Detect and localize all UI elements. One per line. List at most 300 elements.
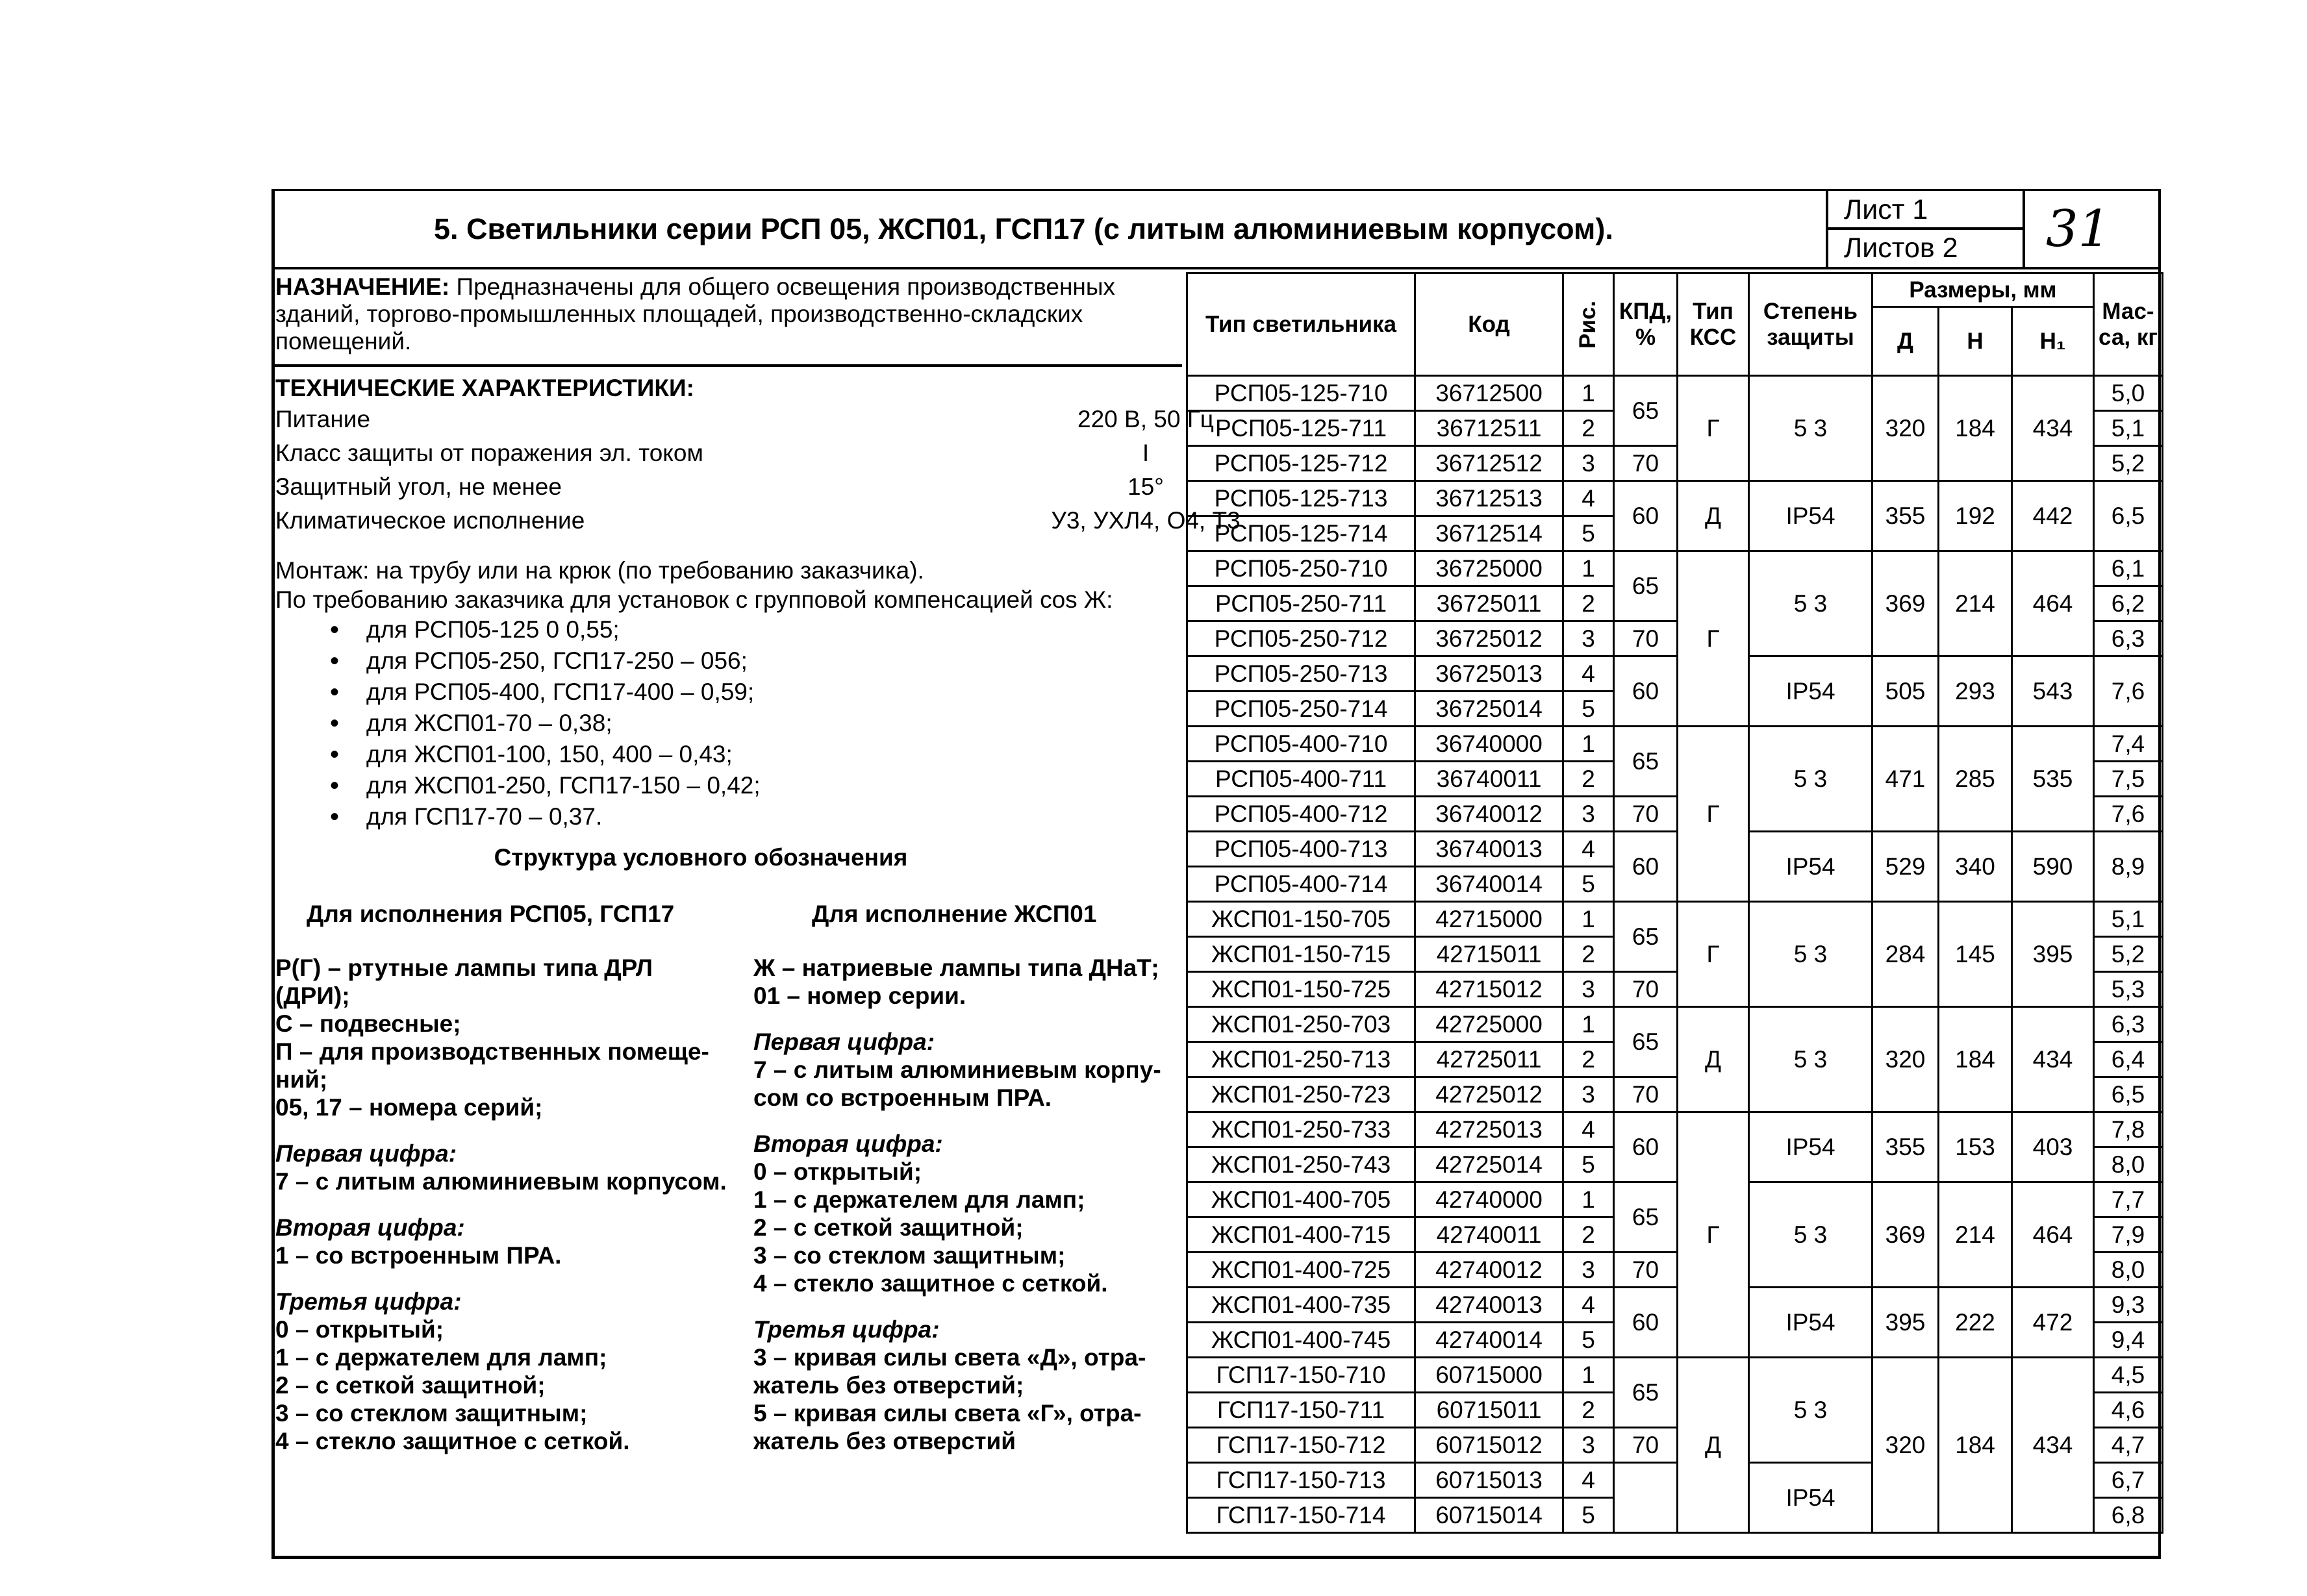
cell-code: 36740012	[1415, 797, 1563, 832]
cell-kpd: 70	[1614, 797, 1678, 832]
cell-mass: 7,8	[2094, 1112, 2163, 1147]
legend-line: Р(Г) – ртутные лампы типа ДРЛ	[275, 954, 653, 981]
cell-kpd: 70	[1614, 972, 1678, 1007]
cell-kss: Д	[1678, 1007, 1749, 1112]
spacer	[275, 1195, 769, 1214]
cell-fig: 4	[1563, 1112, 1614, 1147]
cell-code: 42725000	[1415, 1007, 1563, 1042]
cell-protection: 5 3	[1749, 551, 1872, 656]
cell-code: 36725000	[1415, 551, 1563, 586]
cell-protection: 5 3	[1749, 376, 1872, 481]
cell-protection: IP54	[1749, 1288, 1872, 1358]
cell-d: 395	[1872, 1288, 1939, 1358]
cell-h: 184	[1939, 376, 2012, 481]
cell-fig: 3	[1563, 1253, 1614, 1288]
cell-mass: 8,0	[2094, 1147, 2163, 1182]
cell-fig: 2	[1563, 1217, 1614, 1253]
cell-type: ЖСП01-400-745	[1187, 1323, 1415, 1358]
cell-kpd: 65	[1614, 1358, 1678, 1428]
legend-line: 01 – номер серии.	[753, 982, 966, 1009]
cell-kss: Г	[1678, 1112, 1749, 1358]
cell-type: РСП05-250-712	[1187, 621, 1415, 656]
cell-h1: 434	[2012, 1007, 2094, 1112]
cell-code: 60715014	[1415, 1498, 1563, 1533]
cell-kpd: 70	[1614, 1253, 1678, 1288]
cell-mass: 4,5	[2094, 1358, 2163, 1393]
cell-h1: 442	[2012, 481, 2094, 551]
cell-d: 369	[1872, 1182, 1939, 1288]
purpose-text: Предназначены для общего освещения производственных зданий, торгово-промышленных площадей, производственно-складских помещений.	[275, 273, 1115, 355]
legend-line: П – для производственных помеще-	[275, 1038, 709, 1065]
cell-fig: 2	[1563, 1042, 1614, 1077]
legend-line: 3 – со стеклом защитным;	[753, 1242, 1066, 1269]
cell-mass: 6,1	[2094, 551, 2163, 586]
list-item: • для ЖСП01-70 – 0,38;	[275, 708, 1178, 739]
cell-kpd: 60	[1614, 656, 1678, 727]
cell-mass: 9,4	[2094, 1323, 2163, 1358]
tech-row	[275, 504, 1241, 538]
cell-fig: 5	[1563, 867, 1614, 902]
cell-mass: 5,0	[2094, 376, 2163, 411]
list-item: • для ЖСП01-100, 150, 400 – 0,43;	[275, 739, 1178, 770]
cell-kpd: 65	[1614, 551, 1678, 621]
cell-d: 320	[1872, 1007, 1939, 1112]
cell-mass: 5,1	[2094, 902, 2163, 937]
cell-kpd: 70	[1614, 621, 1678, 656]
cell-mass: 8,9	[2094, 832, 2163, 902]
tech-specs	[275, 403, 1241, 538]
cell-kss: Г	[1678, 727, 1749, 902]
cell-code: 36712500	[1415, 376, 1563, 411]
cell-type: РСП05-125-712	[1187, 446, 1415, 481]
cell-kpd	[1614, 1463, 1678, 1533]
cell-fig: 2	[1563, 937, 1614, 972]
legend-line: 4 – стекло защитное с сеткой.	[753, 1270, 1108, 1297]
cell-code: 60715012	[1415, 1428, 1563, 1463]
mounting-text: Монтаж: на трубу или на крюк (по требованию заказчика).	[275, 557, 924, 584]
cell-type: РСП05-400-714	[1187, 867, 1415, 902]
cell-mass: 7,6	[2094, 656, 2163, 727]
list-item: • для ЖСП01-250, ГСП17-150 – 0,42;	[275, 770, 1178, 801]
cell-type: ЖСП01-150-725	[1187, 972, 1415, 1007]
tech-row	[275, 403, 1214, 436]
legend-line: С – подвесные;	[275, 1010, 461, 1037]
cell-type: РСП05-400-713	[1187, 832, 1415, 867]
list-item: • для РСП05-250, ГСП17-250 – 056;	[275, 645, 1178, 677]
legend-line: 4 – стекло защитное с сеткой.	[275, 1428, 630, 1454]
cell-kpd: 70	[1614, 1428, 1678, 1463]
sheets-total-label: Листов 2	[1844, 232, 1958, 264]
table-row	[1187, 551, 2163, 586]
cell-mass: 6,5	[2094, 1077, 2163, 1112]
cell-fig: 5	[1563, 1147, 1614, 1182]
cell-code: 42725014	[1415, 1147, 1563, 1182]
description-panel	[275, 272, 1241, 1523]
cell-kpd: 65	[1614, 1007, 1678, 1077]
table-row	[1187, 376, 2163, 411]
legend-line: Ж – натриевые лампы типа ДНаТ;	[753, 954, 1159, 981]
spacer	[753, 1010, 1182, 1028]
cell-kpd: 65	[1614, 376, 1678, 446]
cell-h1: 472	[2012, 1288, 2094, 1358]
cell-code: 60715013	[1415, 1463, 1563, 1498]
col-b-legend	[753, 954, 1182, 1455]
cell-mass: 6,3	[2094, 1007, 2163, 1042]
cell-type: ЖСП01-400-725	[1187, 1253, 1415, 1288]
cell-protection: 5 3	[1749, 1007, 1872, 1112]
sheet-label: Лист 1	[1828, 191, 2023, 230]
divider	[273, 364, 1182, 367]
legend-subheading: Первая цифра:	[275, 1140, 457, 1167]
cell-fig: 1	[1563, 376, 1614, 411]
tech-label: Защитный угол, не менее	[275, 473, 562, 500]
legend-subheading: Третья цифра:	[275, 1288, 462, 1315]
cell-type: ЖСП01-250-743	[1187, 1147, 1415, 1182]
cell-mass: 4,6	[2094, 1393, 2163, 1428]
legend-line: 1 – с держателем для ламп;	[275, 1344, 607, 1371]
legend-subheading: Вторая цифра:	[753, 1130, 943, 1157]
legend-line: (ДРИ);	[275, 982, 350, 1009]
cell-fig: 1	[1563, 727, 1614, 762]
table-row	[1187, 1358, 2163, 1393]
cell-d: 471	[1872, 727, 1939, 832]
cell-fig: 3	[1563, 972, 1614, 1007]
structure-title: Структура условного обозначения	[494, 844, 908, 871]
cell-h1: 434	[2012, 1358, 2094, 1533]
tech-label: Климатическое исполнение	[275, 507, 585, 534]
cell-code: 36725012	[1415, 621, 1563, 656]
cell-h1: 543	[2012, 656, 2094, 727]
cell-fig: 5	[1563, 692, 1614, 727]
cell-code: 36712512	[1415, 446, 1563, 481]
cell-code: 36712514	[1415, 516, 1563, 551]
tech-value: У3, УХЛ4, О4, Т3	[1051, 507, 1241, 534]
tech-row	[275, 436, 1178, 470]
table-row	[1187, 1288, 2163, 1323]
cell-type: РСП05-125-714	[1187, 516, 1415, 551]
cell-d: 355	[1872, 481, 1939, 551]
cell-fig: 2	[1563, 411, 1614, 446]
cell-type: ЖСП01-250-733	[1187, 1112, 1415, 1147]
cell-d: 355	[1872, 1112, 1939, 1182]
table-row	[1187, 902, 2163, 937]
cell-mass: 8,0	[2094, 1253, 2163, 1288]
cell-kpd: 65	[1614, 727, 1678, 797]
legend-line: жатель без отверстий	[753, 1428, 1016, 1454]
header-kss: Тип КСС	[1678, 273, 1749, 376]
cell-protection: IP54	[1749, 481, 1872, 551]
sheet-info	[1826, 191, 2025, 269]
legend-line: сом со встроенным ПРА.	[753, 1084, 1052, 1111]
header-mass: Мас-са, кг	[2094, 273, 2163, 376]
cell-h: 214	[1939, 551, 2012, 656]
cell-h1: 535	[2012, 727, 2094, 832]
cell-d: 320	[1872, 1358, 1939, 1533]
cell-kpd: 60	[1614, 832, 1678, 902]
cell-fig: 3	[1563, 621, 1614, 656]
header-code: Код	[1415, 273, 1563, 376]
cell-mass: 6,7	[2094, 1463, 2163, 1498]
legend-line: 1 – с держателем для ламп;	[753, 1186, 1085, 1213]
cell-fig: 5	[1563, 1498, 1614, 1533]
col-a-heading: Для исполнения РСП05, ГСП17	[307, 901, 675, 927]
header-sizes: Размеры, мм	[1872, 273, 2094, 307]
cell-code: 42740013	[1415, 1288, 1563, 1323]
cell-kpd: 60	[1614, 481, 1678, 551]
cell-fig: 3	[1563, 1428, 1614, 1463]
cell-mass: 5,2	[2094, 446, 2163, 481]
table-row	[1187, 832, 2163, 867]
legend-line: 05, 17 – номера серий;	[275, 1094, 543, 1121]
cell-type: РСП05-400-710	[1187, 727, 1415, 762]
cell-fig: 2	[1563, 586, 1614, 621]
cell-h: 285	[1939, 727, 2012, 832]
header-h1: Н₁	[2012, 307, 2094, 376]
cell-type: РСП05-125-710	[1187, 376, 1415, 411]
cell-fig: 3	[1563, 446, 1614, 481]
cell-type: РСП05-250-714	[1187, 692, 1415, 727]
cell-mass: 6,8	[2094, 1498, 2163, 1533]
cell-code: 36725011	[1415, 586, 1563, 621]
cell-protection: IP54	[1749, 656, 1872, 727]
table-row	[1187, 1182, 2163, 1217]
purpose-label: НАЗНАЧЕНИЕ:	[275, 273, 450, 300]
legend-line: 0 – открытый;	[753, 1158, 922, 1185]
cell-type: ГСП17-150-714	[1187, 1498, 1415, 1533]
luminaire-table	[1186, 272, 2163, 1534]
cell-kpd: 60	[1614, 1112, 1678, 1182]
cell-mass: 6,2	[2094, 586, 2163, 621]
legend-line: ний;	[275, 1066, 328, 1093]
cell-mass: 5,3	[2094, 972, 2163, 1007]
cell-d: 529	[1872, 832, 1939, 902]
cell-protection: IP54	[1749, 1463, 1872, 1533]
cell-fig: 2	[1563, 762, 1614, 797]
cell-mass: 6,3	[2094, 621, 2163, 656]
cell-code: 36740013	[1415, 832, 1563, 867]
cell-type: ГСП17-150-712	[1187, 1428, 1415, 1463]
cell-code: 60715011	[1415, 1393, 1563, 1428]
table-row	[1187, 656, 2163, 692]
table-row	[1187, 1112, 2163, 1147]
cell-fig: 5	[1563, 516, 1614, 551]
cell-protection: 5 3	[1749, 1358, 1872, 1463]
cell-code: 36725014	[1415, 692, 1563, 727]
table-row	[1187, 481, 2163, 516]
cell-h: 184	[1939, 1007, 2012, 1112]
table-row	[1187, 727, 2163, 762]
cell-h: 145	[1939, 902, 2012, 1007]
cell-code: 42725013	[1415, 1112, 1563, 1147]
cell-fig: 3	[1563, 1077, 1614, 1112]
cell-h: 214	[1939, 1182, 2012, 1288]
cell-type: ЖСП01-250-723	[1187, 1077, 1415, 1112]
list-item: • для ГСП17-70 – 0,37.	[275, 801, 1178, 832]
header-kpd: КПД, %	[1614, 273, 1678, 376]
cell-kpd: 65	[1614, 902, 1678, 972]
cell-code: 60715000	[1415, 1358, 1563, 1393]
cell-d: 369	[1872, 551, 1939, 656]
cell-type: РСП05-250-713	[1187, 656, 1415, 692]
cell-h1: 590	[2012, 832, 2094, 902]
cell-fig: 1	[1563, 1182, 1614, 1217]
cell-fig: 1	[1563, 902, 1614, 937]
list-item: • для РСП05-400, ГСП17-400 – 0,59;	[275, 677, 1178, 708]
cell-type: ГСП17-150-710	[1187, 1358, 1415, 1393]
tech-heading: ТЕХНИЧЕСКИЕ ХАРАКТЕРИСТИКИ:	[275, 375, 694, 401]
cell-type: РСП05-250-710	[1187, 551, 1415, 586]
cell-fig: 1	[1563, 1007, 1614, 1042]
cell-type: ЖСП01-250-703	[1187, 1007, 1415, 1042]
cell-code: 42715012	[1415, 972, 1563, 1007]
cell-fig: 4	[1563, 1463, 1614, 1498]
cell-type: РСП05-400-712	[1187, 797, 1415, 832]
cell-h: 153	[1939, 1112, 2012, 1182]
cell-h: 184	[1939, 1358, 2012, 1533]
cell-type: ЖСП01-400-705	[1187, 1182, 1415, 1217]
cell-mass: 7,6	[2094, 797, 2163, 832]
page-number: 31	[2046, 200, 2111, 258]
cell-kpd: 70	[1614, 446, 1678, 481]
cell-code: 42740011	[1415, 1217, 1563, 1253]
cell-code: 36712511	[1415, 411, 1563, 446]
cell-code: 36740014	[1415, 867, 1563, 902]
cell-type: РСП05-400-711	[1187, 762, 1415, 797]
cell-h: 222	[1939, 1288, 2012, 1358]
cell-type: ЖСП01-150-715	[1187, 937, 1415, 972]
purpose-paragraph	[275, 273, 1172, 355]
tech-label: Класс защиты от поражения эл. током	[275, 440, 703, 466]
legend-line: 5 – кривая силы света «Г», отра-	[753, 1400, 1142, 1427]
legend-line: 0 – открытый;	[275, 1316, 444, 1343]
cell-code: 42715000	[1415, 902, 1563, 937]
cell-mass: 6,5	[2094, 481, 2163, 551]
tech-value: 15°	[1128, 473, 1164, 500]
cell-h1: 395	[2012, 902, 2094, 1007]
cell-d: 505	[1872, 656, 1939, 727]
legend-line: 7 – с литым алюминиевым корпу-	[753, 1056, 1161, 1083]
cell-kss: Г	[1678, 902, 1749, 1007]
cell-code: 36740011	[1415, 762, 1563, 797]
cell-h1: 403	[2012, 1112, 2094, 1182]
page-title: 5. Светильники серии РСП 05, ЖСП01, ГСП17 (с литым алюминиевым корпусом).	[434, 212, 1613, 245]
cell-code: 42725012	[1415, 1077, 1563, 1112]
cell-code: 36740000	[1415, 727, 1563, 762]
spacer	[275, 1121, 769, 1140]
cell-mass: 4,7	[2094, 1428, 2163, 1463]
cell-type: ЖСП01-400-715	[1187, 1217, 1415, 1253]
cell-fig: 1	[1563, 1358, 1614, 1393]
cell-protection: 5 3	[1749, 727, 1872, 832]
legend-subheading: Вторая цифра:	[275, 1214, 465, 1241]
cell-protection: IP54	[1749, 1112, 1872, 1182]
cell-mass: 5,1	[2094, 411, 2163, 446]
cell-h1: 434	[2012, 376, 2094, 481]
cell-type: ЖСП01-250-713	[1187, 1042, 1415, 1077]
legend-line: 7 – с литым алюминиевым корпусом.	[275, 1168, 727, 1195]
cell-kss: Д	[1678, 481, 1749, 551]
compensation-list	[275, 614, 1178, 832]
cell-code: 42740000	[1415, 1182, 1563, 1217]
cell-mass: 9,3	[2094, 1288, 2163, 1323]
cell-protection: 5 3	[1749, 1182, 1872, 1288]
cell-code: 42740014	[1415, 1323, 1563, 1358]
cell-type: ГСП17-150-711	[1187, 1393, 1415, 1428]
header-type: Тип светильника	[1187, 273, 1415, 376]
table-row	[1187, 1007, 2163, 1042]
header-fig: Рис.	[1563, 273, 1614, 376]
tech-value: I	[1142, 440, 1150, 466]
legend-subheading: Третья цифра:	[753, 1316, 940, 1343]
cell-kss: Д	[1678, 1358, 1749, 1533]
spacer	[275, 1269, 769, 1288]
cell-kpd: 70	[1614, 1077, 1678, 1112]
col-a-legend	[275, 954, 769, 1455]
cell-kss: Г	[1678, 551, 1749, 727]
cell-type: РСП05-250-711	[1187, 586, 1415, 621]
cell-fig: 5	[1563, 1323, 1614, 1358]
cell-fig: 4	[1563, 832, 1614, 867]
cell-fig: 4	[1563, 656, 1614, 692]
cell-mass: 7,5	[2094, 762, 2163, 797]
cell-kpd: 65	[1614, 1182, 1678, 1253]
cell-type: ЖСП01-150-705	[1187, 902, 1415, 937]
cell-mass: 7,4	[2094, 727, 2163, 762]
cell-code: 36712513	[1415, 481, 1563, 516]
header-protection: Степень защиты	[1749, 273, 1872, 376]
cell-code: 42715011	[1415, 937, 1563, 972]
legend-line: 3 – кривая силы света «Д», отра-	[753, 1344, 1146, 1371]
spacer	[753, 1112, 1182, 1130]
tech-label: Питание	[275, 406, 371, 432]
cell-fig: 4	[1563, 481, 1614, 516]
cell-code: 42740012	[1415, 1253, 1563, 1288]
cell-type: РСП05-125-711	[1187, 411, 1415, 446]
cell-d: 284	[1872, 902, 1939, 1007]
cell-protection: IP54	[1749, 832, 1872, 902]
cell-type: ЖСП01-400-735	[1187, 1288, 1415, 1323]
tech-row	[275, 470, 1178, 504]
cell-mass: 7,7	[2094, 1182, 2163, 1217]
cell-kss: Г	[1678, 376, 1749, 481]
cell-mass: 6,4	[2094, 1042, 2163, 1077]
header-h: Н	[1939, 307, 2012, 376]
cell-mass: 7,9	[2094, 1217, 2163, 1253]
cell-type: ГСП17-150-713	[1187, 1463, 1415, 1498]
list-item: • для РСП05-125 0 0,55;	[275, 614, 1178, 645]
legend-line: 3 – со стеклом защитным;	[275, 1400, 588, 1427]
col-b-heading: Для исполнение ЖСП01	[812, 901, 1097, 927]
cell-h: 340	[1939, 832, 2012, 902]
cell-protection: 5 3	[1749, 902, 1872, 1007]
cell-mass: 5,2	[2094, 937, 2163, 972]
cell-h1: 464	[2012, 551, 2094, 656]
legend-line: жатель без отверстий;	[753, 1372, 1024, 1399]
cell-fig: 4	[1563, 1288, 1614, 1323]
legend-subheading: Первая цифра:	[753, 1029, 935, 1055]
cell-h1: 464	[2012, 1182, 2094, 1288]
legend-line: 1 – со встроенным ПРА.	[275, 1242, 562, 1269]
compensation-text: По требованию заказчика для установок с групповой компенсацией cos Ж:	[275, 586, 1113, 613]
cell-h: 192	[1939, 481, 2012, 551]
spacer	[753, 1297, 1182, 1315]
legend-line: 2 – с сеткой защитной;	[753, 1214, 1024, 1241]
cell-fig: 1	[1563, 551, 1614, 586]
cell-h: 293	[1939, 656, 2012, 727]
cell-d: 320	[1872, 376, 1939, 481]
tech-value: 220 В, 50 Гц	[1078, 406, 1214, 432]
cell-fig: 3	[1563, 797, 1614, 832]
